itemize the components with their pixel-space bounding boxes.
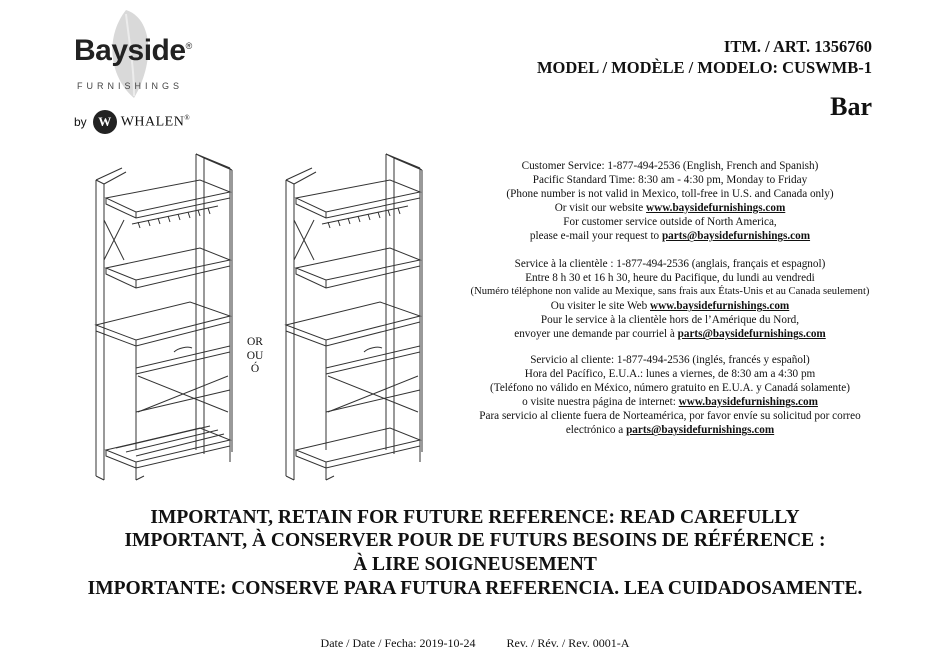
or-label — [238, 336, 272, 377]
service-spanish — [455, 353, 885, 438]
website-link[interactable]: www.baysidefurnishings.com — [646, 202, 786, 215]
service-line: Pacific Standard Time: 8:30 am - 4:30 pm, Monday to Friday — [532, 174, 808, 187]
service-line: envoyer une demande par courriel à — [514, 328, 678, 341]
service-english — [455, 159, 885, 244]
maker-line — [74, 110, 190, 134]
whalen-badge-icon: W — [93, 110, 117, 134]
service-line: Entre 8 h 30 et 16 h 30, heure du Pacifique, du lundi au vendredi — [525, 272, 815, 285]
service-line: (Phone number is not valid in Mexico, toll-free in U.S. and Canada only) — [506, 188, 834, 201]
service-line: o visite nuestra página de internet: — [522, 396, 679, 409]
service-line: Para servicio al cliente fuera de Norteamérica, por favor envíe su solicitud por correo — [479, 410, 861, 423]
email-link[interactable]: parts@baysidefurnishings.com — [677, 328, 826, 341]
maker-name: WHALEN — [120, 114, 185, 130]
website-link[interactable]: www.baysidefurnishings.com — [650, 300, 790, 313]
brand-name: Bayside — [74, 34, 186, 67]
bar-illustration-solid — [282, 150, 432, 495]
registered-mark: ® — [185, 41, 192, 51]
maker-registered: ® — [184, 113, 191, 122]
or-en: OR — [247, 336, 263, 348]
service-line: Or visit our website — [554, 202, 647, 215]
service-line: For customer service outside of North America, — [563, 216, 777, 229]
service-line: Hora del Pacífico, E.U.A.: lunes a viernes, de 8:30 am a 4:30 pm — [524, 368, 816, 381]
service-line: Pour le service à la clientèle hors de l’Amérique du Nord, — [540, 314, 800, 327]
important-english: IMPORTANT, RETAIN FOR FUTURE REFERENCE: READ CAREFULLY — [150, 507, 800, 528]
important-spanish: IMPORTANTE: CONSERVE PARA FUTURA REFERENCIA. LEA CUIDADOSAMENTE. — [87, 578, 863, 599]
bar-illustration-slatted — [92, 150, 242, 495]
maker-by: by — [74, 115, 87, 129]
email-link[interactable]: parts@baysidefurnishings.com — [626, 424, 775, 437]
footer — [0, 636, 950, 651]
service-line: Service à la clientèle : 1-877-494-2536 (anglais, français et espagnol) — [514, 258, 826, 270]
email-link[interactable]: parts@baysidefurnishings.com — [661, 230, 811, 243]
service-line: Servicio al cliente: 1-877-494-2536 (inglés, francés y español) — [530, 354, 810, 366]
item-number: ITM. / ART. 1356760 — [723, 37, 872, 56]
service-french — [455, 257, 885, 342]
service-line: electrónico a — [565, 424, 627, 437]
website-link[interactable]: www.baysidefurnishings.com — [678, 396, 818, 409]
important-french: IMPORTANT, À CONSERVER POUR DE FUTURS BESOINS DE RÉFÉRENCE : — [124, 530, 826, 551]
brand-subtitle: FURNISHINGS — [77, 81, 184, 91]
or-fr: OU — [246, 349, 264, 362]
service-line: Customer Service: 1-877-494-2536 (English, French and Spanish) — [521, 160, 819, 172]
model-number: MODEL / MODÈLE / MODELO: CUSWMB-1 — [536, 58, 872, 77]
footer-revision: Rev. / Rév. / Rev. 0001-A — [506, 636, 630, 650]
service-line: (Numéro téléphone non valide au Mexique, sans frais aux États-Unis et au Canada seulement) — [470, 286, 870, 298]
or-es: Ó — [250, 363, 260, 375]
service-line: Ou visiter le site Web — [550, 300, 650, 313]
item-header — [537, 36, 872, 78]
service-line: (Teléfono no válido en México, número gratuito en E.U.A. y Canadá solamente) — [490, 382, 850, 395]
bayside-logo — [70, 8, 210, 98]
service-line: please e-mail your request to — [529, 230, 662, 243]
important-french-line2: À LIRE SOIGNEUSEMENT — [353, 554, 597, 575]
footer-date: Date / Date / Fecha: 2019-10-24 — [320, 636, 476, 650]
product-name: Bar — [830, 92, 872, 121]
